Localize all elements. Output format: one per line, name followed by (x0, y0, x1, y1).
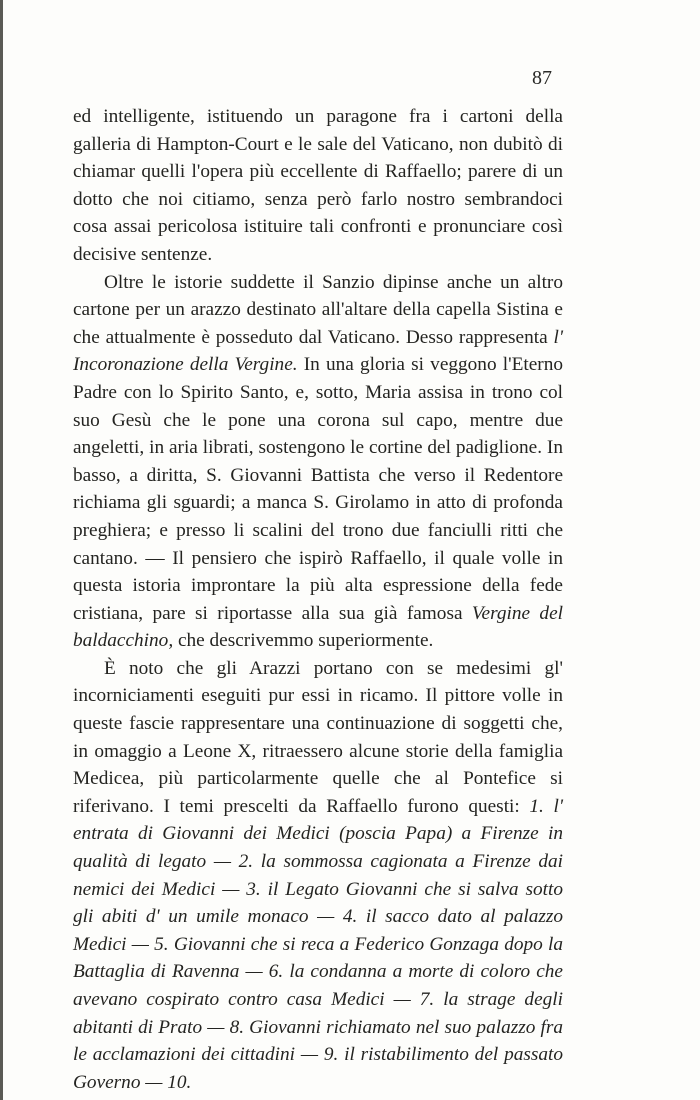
page-binding-edge (0, 0, 3, 1100)
page-body-text (73, 103, 563, 1096)
artwork-title-incoronazione: l' Incoronazione della Vergine. (73, 326, 563, 376)
paragraph-3 (73, 655, 563, 1097)
artwork-title-vergine-baldacchino: Vergine del baldacchino, (73, 602, 563, 652)
paragraph-3-text: È noto che gli Arazzi portano con se medesimi gl' incorniciamenti eseguiti pur essi in ricamo. Il pittore volle in queste fascie rappresentare una continuazione di soggetti che, in omaggio a Leone X, ritraessero alcune storie della famiglia Medicea, più particolarmente quelle che al Pontefice si riferivano. I temi prescelti da Raffaello furono questi: (73, 657, 563, 817)
list-of-subjects: 1. l' entrata di Giovanni dei Medici (poscia Papa) a Firenze in qualità di legato — 2. la sommossa cagionata a Firenze dai nemici dei Medici — 3. il Legato Giovanni che si salva sotto gli abiti d' un umile monaco — 4. il sacco dato al palazzo Medici — 5. Giovanni che si reca a Federico Gonzaga dopo la Battaglia di Ravenna — 6. la condanna a morte di coloro che avevano cospirato contro casa Medici — 7. la strage degli abitanti di Prato — 8. Giovanni richiamato nel suo palazzo fra le acclamazioni dei cittadini — 9. il ristabilimento del passato Governo — 10. (73, 795, 563, 1093)
paragraph-2-text-c: che descrivemmo superiormente. (173, 630, 434, 652)
paragraph-1 (73, 103, 563, 269)
paragraph-1-text: ed intelligente, istituendo un paragone fra i cartoni della galleria di Hampton-Court e le sale del Vaticano, non dubitò di chiamar quelli l'opera più eccellente di Raffaello; parere di un dotto che noi citiamo, senza però farlo nostro sembrandoci cosa assai pericolosa istituire tali confronti e pronunciare così decisive sentenze. (73, 106, 563, 265)
page-number: 87 (532, 67, 552, 89)
paragraph-2-text-b: In una gloria si veggono l'Eterno Padre con lo Spirito Santo, e, sotto, Maria assisa in trono col suo Gesù che le pone una corona sul capo, mentre due angeletti, in aria librati, sostengono le cortine del padiglione. In basso, a diritta, S. Giovanni Battista che verso il Redentore richiama gli sguardi; a manca S. Girolamo in atto di profonda preghiera; e presso li scalini del trono due fanciulli ritti che cantano. — Il pensiero che ispirò Raffaello, il quale volle in questa istoria improntare la più alta espressione della fede cristiana, pare si riportasse alla sua già famosa (73, 354, 563, 624)
paragraph-2-text-a: Oltre le istorie suddette il Sanzio dipinse anche un altro cartone per un arazzo destinato all'altare della capella Sistina e che attualmente è posseduto dal Vaticano. Desso rappresenta (73, 271, 563, 348)
paragraph-2 (73, 269, 563, 655)
